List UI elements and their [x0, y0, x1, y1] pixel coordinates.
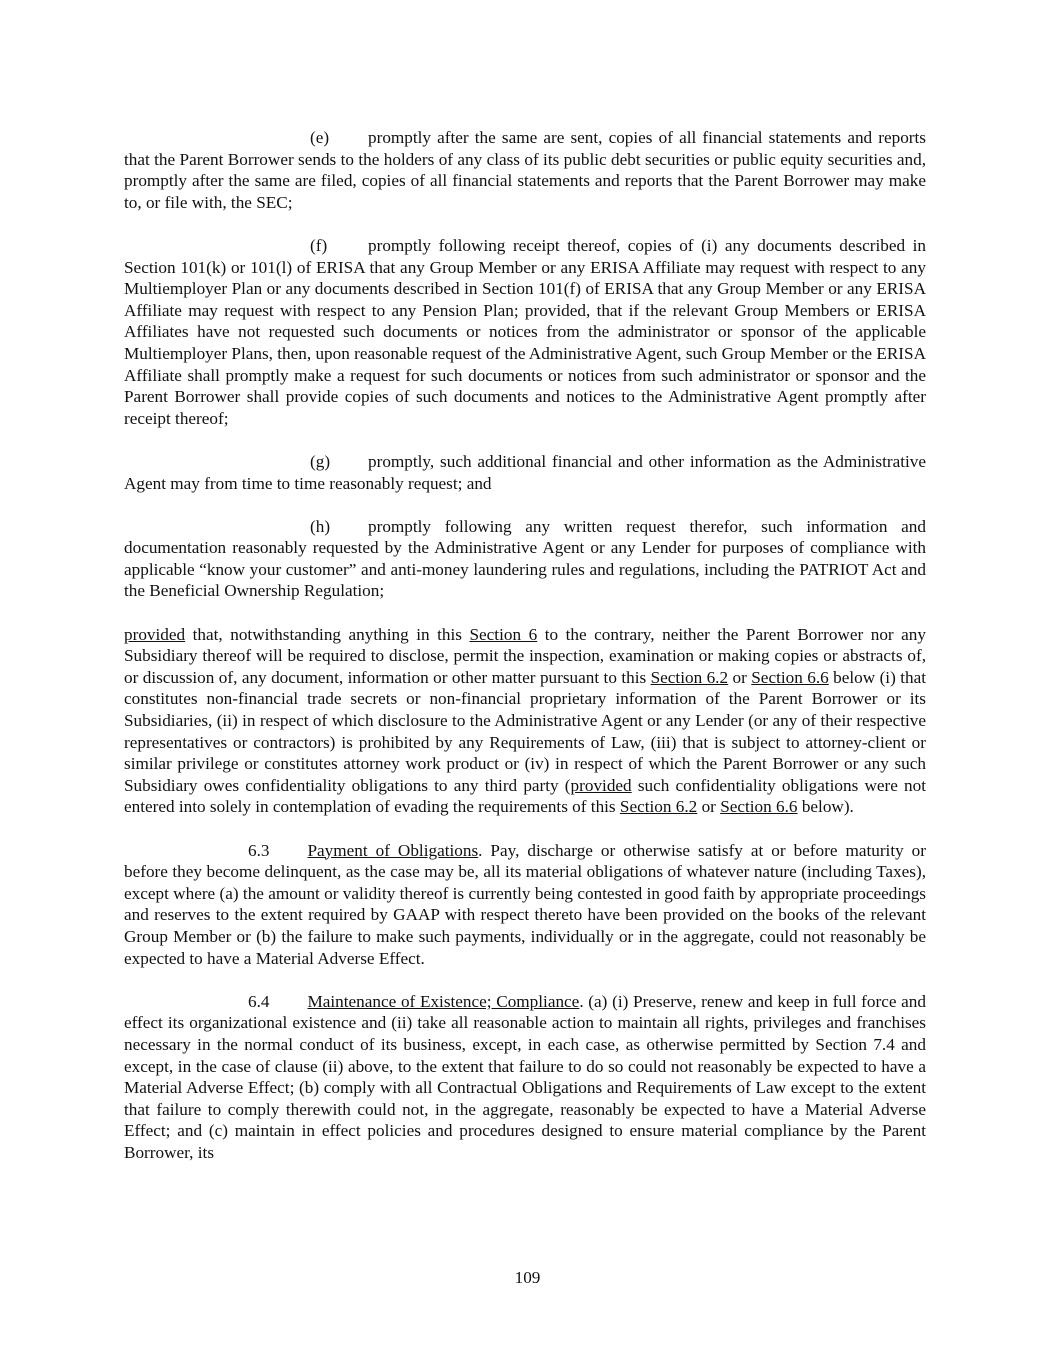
clause-label: (f) [310, 235, 328, 255]
section-title [269, 841, 478, 860]
proviso-text: below (i) that constitutes non-financial trade secrets or non-financial proprietary information of the Parent Borrower or its Subsidiaries, (ii) in respect of which disclosure to the Administrative Agent or any Lender (or any of their respective representatives or contractors) is prohibited by any Requirements of Law, (iii) that is subject to attorney-client or similar privilege or constitutes attorney work product or (iv) in respect of which the Parent Borrower or any such Subsidiary owes confidentiality obligations to any third party ( [124, 667, 926, 795]
provided-term: provided [124, 624, 186, 644]
section-6-6-reference: Section 6.6 [751, 667, 829, 687]
clause-g [124, 451, 926, 494]
section-text: . (a) (i) Preserve, renew and keep in full force and effect its organizational existence and (ii) take all reasonable action to maintain all rights, privileges and franchises necessary in the normal conduct of its business, except, in each case, as otherwise permitted by Section 7.4 and except, in the case of clause (ii) above, to the extent that failure to do so could not reasonably be expected to have a Material Adverse Effect; (b) comply with all Contractual Obligations and Requirements of Law except to the extent that failure to comply therewith could not, in the aggregate, reasonably be expected to have a Material Adverse Effect; and (c) maintain in effect policies and procedures designed to ensure material compliance by the Parent Borrower, its [124, 991, 926, 1162]
section-number: 6.4 [248, 991, 270, 1011]
page-number: 109 [514, 1268, 541, 1287]
section-text: . Pay, discharge or otherwise satisfy at or before maturity or before they become delinquent, as the case may be, all its material obligations of whatever nature (including Taxes), except where (a) the amount or validity thereof is currently being contested in good faith by appropriate proceedings and reserves to the extent required by GAAP with respect thereto have been provided on the books of the relevant Group Member or (b) the failure to make such payments, individually or in the aggregate, could not reasonably be expected to have a Material Adverse Effect. [124, 840, 927, 968]
clause-e [124, 127, 926, 213]
clause-text: promptly following any written request therefor, such information and documentation reasonably requested by the Administrative Agent or any Lender for purposes of compliance with applicable “know your customer” and anti-money laundering rules and regulations, including the PATRIOT Act and the Beneficial Ownership Regulation; [124, 516, 926, 601]
section-6-6-reference: Section 6.6 [720, 797, 798, 817]
section-6-3 [124, 840, 926, 970]
clause-text: promptly following receipt thereof, copies of (i) any documents described in Section 101(k) or 101(l) of ERISA that any Group Member or any ERISA Affiliate may request with respect to any Multiemployer Plan or any documents described in Section 101(f) of ERISA that any Group Member or any ERISA Affiliate may request with respect to any Pension Plan; provided, that if the relevant Group Members or ERISA Affiliates have not requested such documents or notices from the administrator or sponsor of the applicable Multiemployer Plans, then, upon reasonable request of the Administrative Agent, such Group Member or the ERISA Affiliate shall promptly make a request for such documents or notices from such administrator or sponsor and the Parent Borrower shall provide copies of such documents and notices to the Administrative Agent promptly after receipt thereof; [124, 235, 926, 428]
proviso-text: or [697, 797, 721, 817]
proviso-text: or [728, 667, 752, 687]
proviso-text: such confidentiality obligations were not entered into solely in contemplation of evading the requirements of this [124, 775, 926, 817]
section-6-2-reference: Section 6.2 [619, 797, 698, 817]
proviso-text: that, notwithstanding anything in this [185, 624, 470, 644]
proviso-paragraph [124, 624, 926, 818]
proviso-text: to the contrary, neither the Parent Borrower nor any Subsidiary thereof will be required to disclose, permit the inspection, examination or making copies or abstracts of, or discussion of, any document, information or other matter pursuant to this [124, 624, 926, 687]
clause-label: (g) [310, 451, 331, 471]
provided-term: provided [570, 775, 632, 795]
document-page [124, 127, 926, 1164]
clause-text: promptly, such additional financial and other information as the Administrative Agent may from time to time reasonably request; and [124, 451, 926, 493]
clause-h [124, 516, 926, 602]
section-6-2-reference: Section 6.2 [650, 667, 729, 687]
clause-f [124, 235, 926, 429]
section-title-text: Maintenance of Existence; Compliance [307, 991, 580, 1011]
clause-label: (e) [310, 128, 330, 147]
clause-label: (h) [310, 516, 331, 536]
proviso-text: below). [797, 797, 854, 817]
section-6-reference: Section 6 [469, 624, 538, 644]
section-6-4 [124, 991, 926, 1164]
section-title-text: Payment of Obligations [307, 840, 479, 860]
section-number: 6.3 [248, 840, 270, 860]
clause-text: promptly after the same are sent, copies of all financial statements and reports that the Parent Borrower sends to the holders of any class of its public debt securities or public equity securities and, promptly after the same are filed, copies of all financial statements and reports that the Parent Borrower may make to, or file with, the SEC; [124, 128, 926, 212]
section-title [269, 992, 579, 1011]
